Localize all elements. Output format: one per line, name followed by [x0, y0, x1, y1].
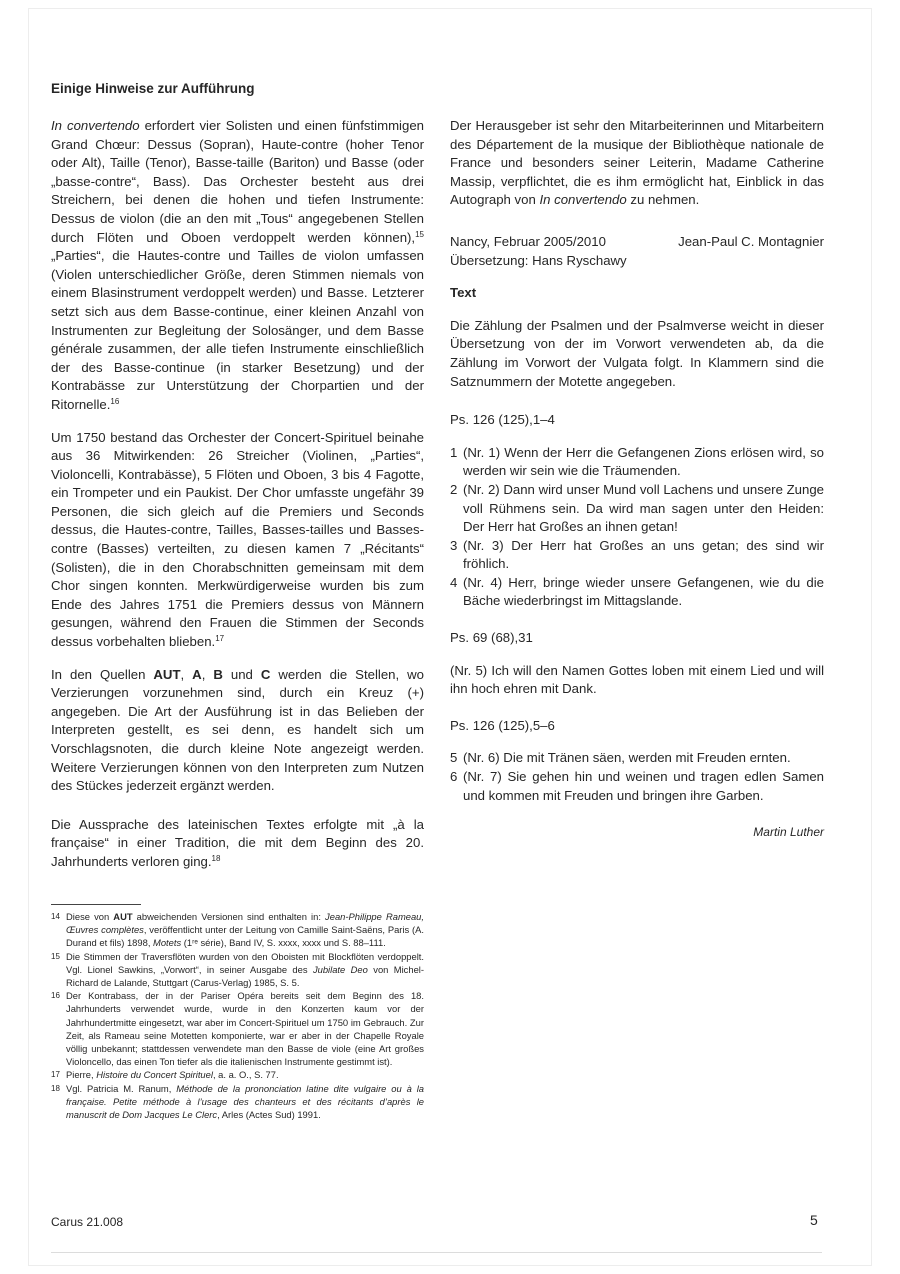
psalm-reference: Ps. 126 (125),1–4 [450, 412, 555, 428]
text: Die Stimmen der Traversflöten wurden von den Oboisten mit Blockflöten verdoppelt. Vgl. Lionel Sawkins, „Vorwort“, in seiner Ausgabe des [66, 950, 424, 975]
verse-item [450, 481, 824, 537]
verse-text: (Nr. 5) Ich will den Namen Gottes loben mit einem Lied und will ihn hoch ehren mit Dank. [450, 662, 824, 697]
place-date: Nancy, Februar 2005/2010 [450, 233, 606, 249]
footnote-ref-16[interactable]: 16 [110, 396, 120, 406]
text: , Arles (Actes Sud) 1991. [217, 1109, 321, 1121]
footnotes [51, 910, 424, 1121]
verse-list [450, 749, 824, 805]
verse-text: (Nr. 3) Der Herr hat Großes an uns getan; des sind wir fröhlich. [463, 537, 824, 572]
paragraph-concert-spirituel [51, 429, 424, 652]
text: Diese von [66, 911, 114, 922]
separator: , [201, 666, 214, 682]
paragraph-text: werden die Stellen, wo Verzierungen vorzunehmen sind, durch ein Kreuz (+) angegeben. Die Art der Ausführung ist in das Belieben der Interpreten gestellt, es sei denn, es handelt sich um Vorschlagsnoten, die durch kleine Note angezeigt werden. Weitere Verzierungen können von den Interpreten zum Nutzen des Stückes jederzeit ergänzt werden. [51, 666, 425, 794]
verse-number: 1 [450, 444, 458, 460]
footnote-text: Der Kontrabass, der in der Pariser Opéra bereits seit dem Beginn des 18. Jahrhunderts verwendet wurde, wurde in den Konzerten kaum vor der Jahrhundertmitte eingesetzt, war aber im Concert-Spirituel um 1750 im Gebrauch. Zur Zeit, als Rameau seine Motetten komponierte, war er aber in der Chapelle Royale völlig unbekannt; stattdessen verwendete man den Basse de viole (eine Art großes Violoncello, das einen Ton tiefer als die italienischen Instrumente gestimmt ist). [66, 990, 424, 1068]
paragraph-text: Der Herausgeber ist sehr den Mitarbeiterinnen und Mitarbeitern des Département de la musique der Bibliothèque nationale de France und besonders seiner Leiterin, Madame Catherine Massip, verpflichtet, die es ihm ermöglicht hat, Einblick in das Autograph von [450, 118, 824, 208]
source-c: C [260, 666, 271, 682]
verse-item [450, 749, 824, 768]
text: von Michel-Richard de Lalande, Stuttgart (Carus-Verlag) 1985, S. 5. [66, 963, 424, 989]
section-heading: Einige Hinweise zur Aufführung [51, 81, 255, 96]
signature-row [450, 233, 824, 252]
source-b: B [213, 666, 223, 682]
footer-catalog-number: Carus 21.008 [51, 1215, 124, 1229]
verse-item [450, 444, 824, 481]
text-heading: Text [450, 285, 477, 301]
work-title: In convertendo [539, 192, 627, 208]
text: abweichenden Versionen sind enthalten in: [132, 911, 326, 922]
paragraph-text: zu nehmen. [626, 192, 700, 208]
paragraph-text: In den Quellen [51, 666, 154, 682]
verse-item [450, 537, 824, 574]
footnote-text [66, 950, 424, 990]
paragraph-orchestra [51, 117, 424, 415]
paragraph-text: Die Aussprache des lateinischen Textes erfolgte mit „à la française“ in einer Tradition, die mit dem Beginn des 20. Jahrhunderts verloren ging. [51, 816, 424, 869]
verse-text: (Nr. 7) Sie gehen hin und weinen und tragen edlen Samen und kommen mit Freuden und bringen ihre Garben. [463, 769, 824, 803]
author-name: Jean-Paul C. Montagnier [678, 233, 824, 249]
footnote-ref-18[interactable]: 18 [211, 853, 221, 863]
text: (1ʳᵉ série), Band IV, S. xxxx, xxxx und S. 88–111. [181, 937, 386, 949]
book-title: Histoire du Concert Spirituel [96, 1069, 213, 1081]
verse-number: 3 [450, 537, 458, 553]
paragraph-text: Um 1750 bestand das Orchester der Concert-Spirituel beinahe aus 36 Mitwirkenden: 26 Streicher (Violinen, „Parties“, Violoncelli, Kontrabässe), 5 Flöten und Oboen, 3 bis 4 Fagotte, ein Trompeter und ein Paukist. Der Chor umfasste ungefähr 39 Personen, die sich gleich auf die Premiers und Seconds dessus, die Hautes-contre, Tailles, Basses-tailles und Basses-contre (Basses) verteilten, zu diesen kamen 7 „Récitants“ (Solisten), die in den Chorabschnitten gemeinsam mit dem Chor singen konnten. Merkwürdigerweise wurden bis zum Ende des Jahres 1751 die Premiers dessus von Männern gesungen, während den Frauen die Stimmen der Seconds dessus vorbehalten blieben. [51, 429, 424, 650]
psalm-block-3 [450, 717, 824, 805]
footnote-number: 15 [51, 951, 60, 961]
source-aut: AUT [113, 911, 133, 922]
footnote-number: 18 [51, 1083, 60, 1093]
source-aut: AUT [153, 666, 181, 682]
verse-text: (Nr. 6) Die mit Tränen säen, werden mit Freuden ernten. [463, 750, 791, 766]
verse-number: 5 [450, 750, 458, 766]
work-title: In convertendo [51, 118, 140, 133]
verse-number: 2 [450, 481, 458, 497]
separator: und [222, 666, 261, 682]
psalm-reference: Ps. 126 (125),5–6 [450, 717, 555, 733]
book-title: Jean-Philippe Rameau, Œuvres complètes [66, 911, 424, 936]
footnote-text [66, 910, 424, 950]
text: , veröffentlicht unter der Leitung von Camille Saint-Saëns, Paris (A. Durand et fils) 1898, [66, 924, 424, 949]
verse-item [450, 768, 824, 805]
text: , a. a. O., S. 77. [212, 1069, 279, 1081]
book-title: Jubilate Deo [312, 963, 368, 975]
book-title: Méthode de la prononciation latine dite vulgaire ou à la française. Petite méthode à l’usage des chanteurs et des récitants d’après le manuscrit de Dom Jacques Le Clerc [66, 1082, 424, 1121]
footnote-17 [51, 1068, 424, 1081]
paragraph-text: erfordert vier Solisten und einen fünfstimmigen Grand Chœur: Dessus (Sopran), Haute-contre (hoher Tenor oder Alt), Taille (Tenor), Basse-taille (Bariton) und Basse (oder „basse-contre“, Bass). Das Orchester besteht aus drei Streichern, bei denen die hohen und tiefen Instrumente: Dessus de violon (die an den mit „Tous“ angegebenen Stellen durch Flöten und Oboen verdoppelt werden können), [51, 118, 424, 245]
footer-divider [51, 1252, 822, 1253]
footnote-text [66, 1068, 424, 1081]
verse-text: (Nr. 1) Wenn der Herr die Gefangenen Zions erlösen wird, so werden wir sein wie die Träumenden. [463, 444, 824, 479]
footnote-text [66, 1082, 424, 1122]
verse-item [450, 574, 824, 611]
footnote-14 [51, 910, 424, 950]
left-column [51, 117, 424, 886]
paragraph-text: „Parties“, die Hautes-contre und Tailles de violon umfassen (Violen unterschiedlicher Größe, deren Stimmen niemals von einem Blasinstrument verdoppelt werden) und Basse. Letzterer setzt sich aus dem Basse-continue, einer kleinen Anzahl von Instrumenten zur Begleitung der Solosänger, und dem Basse générale zusammen, der alle tiefen Instrumente einschließlich der des Basse-continue (in starker Besetzung) und der Kontrabässe zur Unterstützung der Chorpartien und der Ritornelle. [51, 248, 424, 412]
psalm-block-2 [450, 629, 824, 699]
text: Vgl. Patricia M. Ranum, [66, 1082, 177, 1094]
verse-number: 4 [450, 574, 458, 590]
verse-text: (Nr. 4) Herr, bringe wieder unsere Gefangenen, wie du die Bäche wiederbringst im Mittagslande. [463, 574, 824, 609]
psalm-block-1 [450, 411, 824, 611]
translator: Übersetzung: Hans Ryschawy [450, 252, 627, 268]
footnote-divider [51, 904, 141, 905]
verse-number: 6 [450, 769, 458, 785]
paragraph-pronunciation [51, 816, 424, 872]
right-column [450, 117, 824, 842]
page-number: 5 [810, 1212, 818, 1228]
separator: , [180, 666, 193, 682]
footnote-ref-17[interactable]: 17 [215, 634, 225, 644]
footnote-18 [51, 1082, 424, 1122]
footnote-number: 17 [51, 1070, 60, 1080]
verse-list [450, 444, 824, 611]
paragraph-ornaments [51, 666, 424, 796]
source-a: A [192, 666, 202, 682]
book-title: Motets [153, 937, 182, 949]
verse-text: (Nr. 2) Dann wird unser Mund voll Lachens und unsere Zunge voll Rühmens sein. Da wird man sagen unter den Heiden: Der Herr hat Großes an ihnen getan! [463, 481, 824, 535]
psalm-reference: Ps. 69 (68),31 [450, 630, 533, 646]
text-author-signature: Martin Luther [753, 825, 824, 840]
footnote-number: 14 [51, 912, 60, 921]
footnote-15 [51, 950, 424, 990]
footnote-16 [51, 989, 424, 1068]
text-intro: Die Zählung der Psalmen und der Psalmverse weicht in dieser Übersetzung von der im Vorwort verwendeten ab, da die Zählung im Vorwort der Vulgata folgt. In Klammern sind die Satznummern der Motette angegeben. [450, 317, 824, 389]
paragraph-acknowledgement [450, 117, 824, 210]
footnote-number: 16 [51, 991, 60, 1001]
text: Pierre, [66, 1069, 97, 1081]
footnote-ref-15[interactable]: 15 [415, 229, 424, 239]
